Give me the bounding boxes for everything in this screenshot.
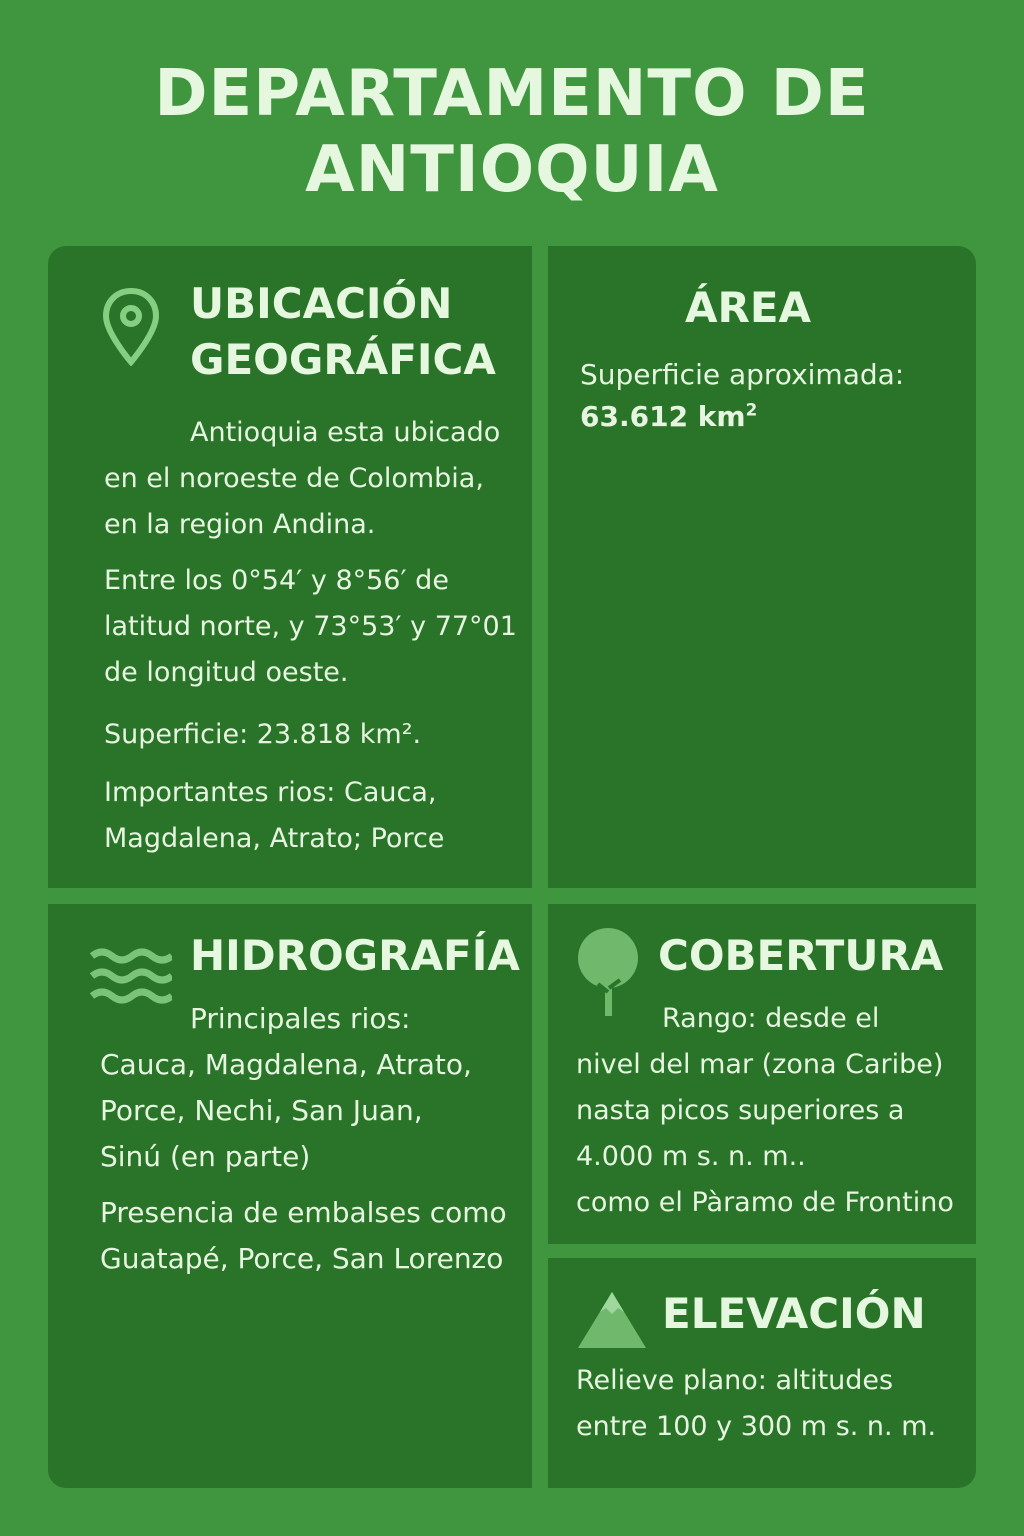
- hidrografia-p1: [100, 996, 472, 1180]
- ubicacion-p2-line: de longitud oeste.: [104, 657, 349, 688]
- ubicacion-p1-line: en el noroeste de Colombia,: [104, 463, 484, 494]
- title-line-1: DEPARTAMENTO DE: [154, 57, 870, 131]
- hidrografia-p1-line: Principales rios:: [190, 1002, 411, 1035]
- hidrografia-p2: [100, 1190, 507, 1282]
- hidrografia-p1-line: Sinú (en parte): [100, 1140, 311, 1173]
- ubicacion-rios: [104, 770, 444, 862]
- ubicacion-heading-line2: GEOGRÁFICA: [190, 335, 496, 384]
- hidrografia-p2-line: Guatapé, Porce, San Lorenzo: [100, 1242, 504, 1275]
- ubicacion-p2: [104, 558, 517, 696]
- cobertura-heading: COBERTURA: [658, 931, 944, 980]
- cobertura-line: nivel del mar (zona Caribe): [576, 1049, 944, 1080]
- panel-area: [548, 246, 976, 888]
- cobertura-line: como el Pàramo de Frontino: [576, 1187, 954, 1218]
- title-line-2: ANTIOQUIA: [305, 133, 719, 207]
- ubicacion-p1-line: en la region Andina.: [104, 509, 376, 540]
- area-heading: ÁREA: [684, 283, 812, 332]
- area-label: Superficie aproximada:: [580, 358, 905, 391]
- hidrografia-p2-line: Presencia de embalses como: [100, 1196, 507, 1229]
- ubicacion-superficie: Superficie: 23.818 km².: [104, 719, 422, 750]
- ubicacion-p1-line: Antioquia esta ubicado: [190, 417, 501, 448]
- area-value-unit-sup: 2: [745, 399, 758, 420]
- ubicacion-p2-line: latitud norte, y 73°53′ y 77°01: [104, 611, 517, 642]
- elevacion-line: entre 100 y 300 m s. n. m.: [576, 1411, 937, 1442]
- elevacion-line: Relieve plano: altitudes: [576, 1365, 894, 1396]
- panel-hidrografia: [48, 904, 532, 1488]
- area-value: [580, 394, 757, 440]
- ubicacion-heading: [190, 276, 496, 388]
- mountain-icon: [576, 1288, 648, 1350]
- area-value-number: 63.612 km: [580, 400, 746, 433]
- cobertura-line: Rango: desde el: [662, 1003, 880, 1034]
- panel-cobertura: [548, 904, 976, 1244]
- hidrografia-p1-line: Cauca, Magdalena, Atrato,: [100, 1048, 472, 1081]
- cobertura-line: 4.000 m s. n. m..: [576, 1141, 806, 1172]
- elevacion-heading: ELEVACIÓN: [662, 1289, 926, 1338]
- panel-elevacion: [548, 1258, 976, 1488]
- ubicacion-p1: [104, 410, 500, 548]
- cobertura-line: nasta picos superiores a: [576, 1095, 905, 1126]
- page-title: [0, 56, 1024, 208]
- panel-ubicacion: [48, 246, 532, 888]
- map-pin-icon: [102, 288, 160, 366]
- cobertura-text: [576, 996, 954, 1226]
- hidrografia-heading: HIDROGRAFÍA: [190, 931, 520, 980]
- elevacion-text: [576, 1358, 936, 1450]
- ubicacion-rios-line: Magdalena, Atrato; Porce: [104, 823, 445, 854]
- hidrografia-p1-line: Porce, Nechi, San Juan,: [100, 1094, 423, 1127]
- ubicacion-p2-line: Entre los 0°54′ y 8°56′ de: [104, 565, 449, 596]
- ubicacion-heading-line1: UBICACIÓN: [190, 279, 453, 328]
- ubicacion-rios-line: Importantes rios: Cauca,: [104, 777, 437, 808]
